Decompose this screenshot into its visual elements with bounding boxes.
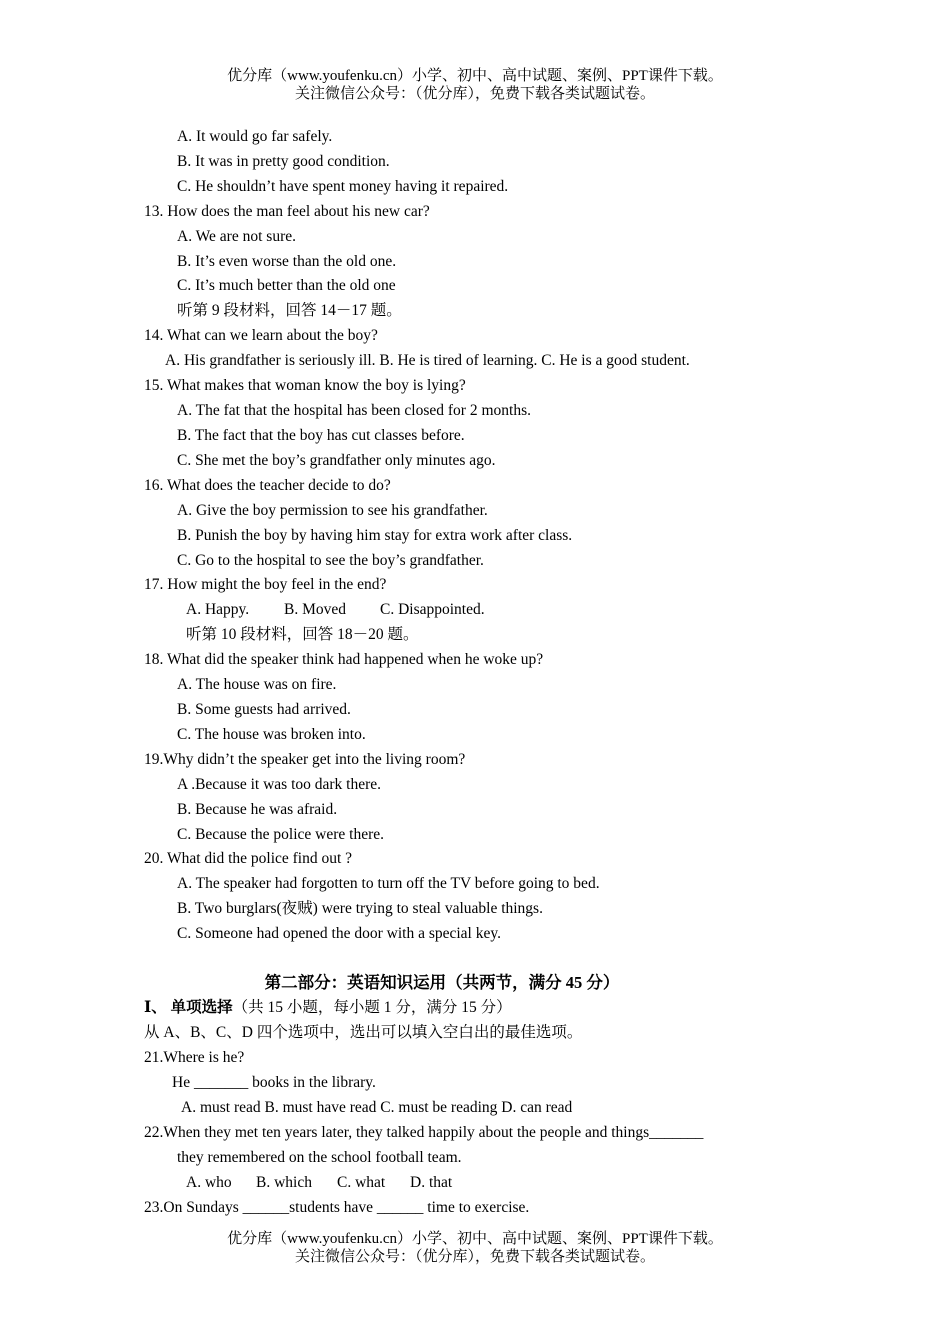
listening-note-9: 听第 9 段材料，回答 14－17 题。 (177, 302, 402, 319)
q13-option-c: C. It’s much better than the old one (177, 277, 396, 294)
q15-option-c: C. She met the boy’s grandfather only minutes ago. (177, 452, 496, 469)
q17-option-a: A. Happy. (186, 601, 250, 618)
q21-sentence: He _______ books in the library. (172, 1074, 376, 1091)
q19-option-c: C. Because the police were there. (177, 826, 385, 843)
footer-line-2: 关注微信公众号：（优分库），免费下载各类试题试卷。 (294, 1249, 655, 1265)
q19-option-b: B. Because he was afraid. (177, 801, 338, 818)
q18-stem: 18. What did the speaker think had happened when he woke up? (144, 651, 544, 668)
q13-option-a: A. We are not sure. (177, 228, 296, 245)
q18-option-a: A. The house was on fire. (177, 676, 337, 693)
q12-option-c: C. He shouldn’t have spent money having it repaired. (177, 178, 509, 195)
q20-option-a: A. The speaker had forgotten to turn off the TV before going to bed. (177, 875, 600, 892)
part2-instruction: 从 A、B、C、D 四个选项中，选出可以填入空白出的最佳选项。 (144, 1024, 583, 1041)
q22-option-a: A. who (186, 1174, 232, 1191)
q21-options: A. must read B. must have read C. must be reading D. can read (181, 1099, 573, 1116)
q20-option-b: B. Two burglars(夜贼) were trying to steal valuable things. (177, 900, 543, 917)
q14-options: A. His grandfather is seriously ill. B. He is tired of learning. C. He is a good student. (165, 352, 690, 369)
q16-option-a: A. Give the boy permission to see his grandfather. (177, 502, 488, 519)
header-line-1: 优分库（www.youfenku.cn）小学、初中、高中试题、案例、PPT课件下载。 (227, 68, 723, 84)
q16-option-b: B. Punish the boy by having him stay for extra work after class. (177, 527, 573, 544)
q18-option-c: C. The house was broken into. (177, 726, 366, 743)
q19-option-a: A .Because it was too dark there. (177, 776, 382, 793)
q12-option-b: B. It was in pretty good condition. (177, 153, 390, 170)
section-label: Ⅰ、 单项选择 (144, 999, 233, 1016)
q20-option-c: C. Someone had opened the door with a special key. (177, 925, 501, 942)
q22-option-b: B. which (256, 1174, 312, 1191)
q22-option-c: C. what (337, 1174, 386, 1191)
q20-stem: 20. What did the police find out ? (144, 850, 353, 867)
q16-option-c: C. Go to the hospital to see the boy’s grandfather. (177, 552, 484, 569)
q17-stem: 17. How might the boy feel in the end? (144, 576, 387, 593)
q15-stem: 15. What makes that woman know the boy is lying? (144, 377, 466, 394)
part2-section-heading (144, 998, 512, 1018)
q18-option-b: B. Some guests had arrived. (177, 701, 351, 718)
part2-title: 第二部分：英语知识运用（共两节，满分 45 分） (264, 973, 620, 992)
q14-stem: 14. What can we learn about the boy? (144, 327, 378, 344)
q12-option-a: A. It would go far safely. (177, 128, 333, 145)
q15-option-b: B. The fact that the boy has cut classes before. (177, 427, 465, 444)
q16-stem: 16. What does the teacher decide to do? (144, 477, 391, 494)
q22-stem: 22.When they met ten years later, they talked happily about the people and things_______ (144, 1124, 704, 1141)
section-note: （共 15 小题，每小题 1 分，满分 15 分） (232, 999, 512, 1016)
q13-stem: 13. How does the man feel about his new car? (144, 203, 430, 220)
q13-option-b: B. It’s even worse than the old one. (177, 253, 397, 270)
q22-option-d: D. that (410, 1174, 453, 1191)
header-line-2: 关注微信公众号：（优分库），免费下载各类试题试卷。 (294, 86, 655, 102)
q17-option-c: C. Disappointed. (380, 601, 485, 618)
q22-sentence-cont: they remembered on the school football team. (177, 1149, 462, 1166)
q23-stem: 23.On Sundays ______students have ______ time to exercise. (144, 1199, 530, 1216)
footer-line-1: 优分库（www.youfenku.cn）小学、初中、高中试题、案例、PPT课件下载。 (227, 1231, 723, 1247)
q15-option-a: A. The fat that the hospital has been closed for 2 months. (177, 402, 531, 419)
listening-note-10: 听第 10 段材料，回答 18－20 题。 (186, 626, 419, 643)
q17-option-b: B. Moved (284, 601, 346, 618)
q19-stem: 19.Why didn’t the speaker get into the living room? (144, 751, 466, 768)
q21-stem: 21.Where is he? (144, 1049, 245, 1066)
